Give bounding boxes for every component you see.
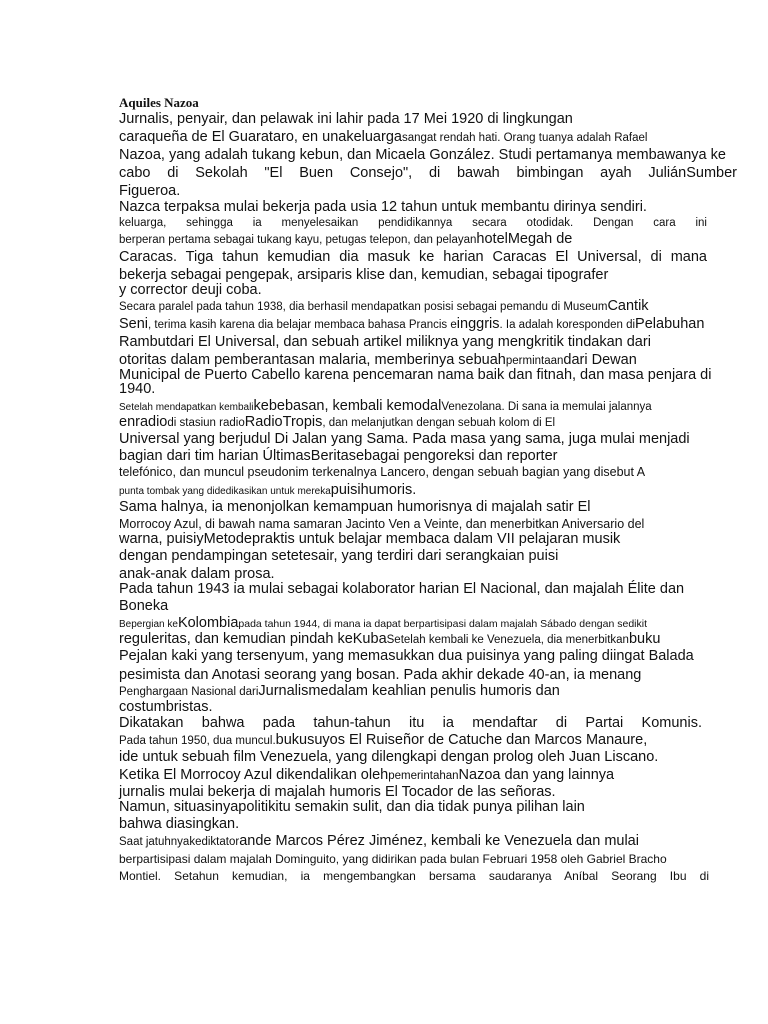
text-line: warna, puisiyMetodepraktis untuk belajar membaca dalam VII pelajaran musik — [119, 531, 621, 547]
text-line: jurnalis mulai bekerja di majalah humoris El Tocador de las señoras. — [119, 784, 556, 800]
text-line: reguleritas, dan kemudian pindah keKubaSetelah kembali ke Venezuela, dia menerbitkanbuku — [119, 631, 661, 647]
text-line: berpartisipasi dalam majalah Dominguito, yang didirikan pada bulan Februari 1958 oleh Gabriel Bracho — [119, 852, 667, 866]
text-line: pesimista dan Anotasi seorang yang bosan. Pada akhir dekade 40-an, ia menang — [119, 667, 642, 683]
text-line: enradiodi stasiun radioRadioTropis, dan melanjutkan dengan sebuah kolom di El — [119, 414, 556, 430]
text-line: Nazca terpaksa mulai bekerja pada usia 12 tahun untuk membantu dirinya sendiri. — [119, 199, 647, 215]
text-line: Nazoa, yang adalah tukang kebun, dan Micaela González. Studi pertamanya membawanya ke — [119, 147, 726, 163]
text-line: 1940. — [119, 381, 156, 397]
text-line: dengan pendampingan setetesair, yang terdiri dari serangkaian puisi — [119, 548, 559, 564]
text-line: bagian dari tim harian ÚltimasBeritasebagai pengoreksi dan reporter — [119, 448, 558, 464]
text-line: Rambutdari El Universal, dan sebuah artikel miliknya yang mengkritik tindakan dari — [119, 334, 651, 350]
text-line: Boneka — [119, 598, 169, 614]
text-line: anak-anak dalam prosa. — [119, 566, 275, 582]
text-line: cabo di Sekolah "El Buen Consejo", di bawah bimbingan ayah JuliánSumber — [119, 165, 737, 181]
text-line: Pejalan kaki yang tersenyum, yang memasukkan dua puisinya yang paling diingat Balada — [119, 648, 694, 664]
text-line: Montiel. Setahun kemudian, ia mengembangkan bersama saudaranya Aníbal Seorang Ibu di — [119, 869, 709, 883]
text-line: Dikatakan bahwa pada tahun-tahun itu ia mendaftar di Partai Komunis. — [119, 715, 702, 731]
text-line: Saat jatuhnyakediktatorande Marcos Pérez Jiménez, kembali ke Venezuela dan mulai — [119, 833, 639, 849]
text-line: ide untuk sebuah film Venezuela, yang dilengkapi dengan prolog oleh Juan Liscano. — [119, 749, 659, 765]
text-line: Municipal de Puerto Cabello karena pencemaran nama baik dan fitnah, dan masa penjara di — [119, 367, 712, 383]
text-line: Bepergian keKolombiapada tahun 1944, di mana ia dapat berpartisipasi dalam majalah Sábado dengan sedikit — [119, 615, 648, 631]
text-line: Universal yang berjudul Di Jalan yang Sama. Pada masa yang sama, juga mulai menjadi — [119, 431, 690, 447]
text-line: Figueroa. — [119, 183, 181, 199]
text-line: Ketika El Morrocoy Azul dikendalikan olehpemerintahanNazoa dan yang lainnya — [119, 767, 615, 783]
document-title: Aquiles Nazoa — [119, 95, 199, 110]
text-line: Secara paralel pada tahun 1938, dia berhasil mendapatkan posisi sebagai pemandu di MuseumCantik — [119, 298, 649, 314]
text-line: Morrocoy Azul, di bawah nama samaran Jacinto Ven a Veinte, dan menerbitkan Aniversario del — [119, 517, 645, 531]
text-line: Jurnalis, penyair, dan pelawak ini lahir pada 17 Mei 1920 di lingkungan — [119, 111, 573, 127]
text-line: Setelah mendapatkan kembalikebebasan, kembali kemodalVenezolana. Di sana ia memulai jalannya — [119, 398, 652, 414]
text-line: bekerja sebagai pengepak, arsiparis klise dan, kemudian, sebagai tipografer — [119, 267, 609, 283]
text-line: keluarga, sehingga ia menyelesaikan pendidikannya secara otodidak. Dengan cara ini — [119, 217, 707, 229]
text-line: Caracas. Tiga tahun kemudian dia masuk ke harian Caracas El Universal, di mana — [119, 249, 707, 265]
text-line: telefónico, dan muncul pseudonim terkenalnya Lancero, dengan sebuah bagian yang disebut A — [119, 465, 646, 479]
text-line: Penghargaan Nasional dariJurnalismedalam keahlian penulis humoris dan — [119, 683, 560, 699]
text-line: costumbristas. — [119, 699, 213, 715]
text-line: Namun, situasinyapolitikitu semakin sulit, dan dia tidak punya pilihan lain — [119, 799, 585, 815]
text-line: punta tombak yang didedikasikan untuk merekapuisihumoris. — [119, 482, 417, 498]
text-line: Sama halnya, ia menonjolkan kemampuan humorisnya di majalah satir El — [119, 499, 591, 515]
text-line: Pada tahun 1950, dua muncul.bukusuyos El Ruiseñor de Catuche dan Marcos Manaure, — [119, 732, 648, 748]
text-line: otoritas dalam pemberantasan malaria, memberinya sebuahpermintaandari Dewan — [119, 352, 637, 368]
text-line: berperan pertama sebagai tukang kayu, petugas telepon, dan pelayanhotelMegah de — [119, 231, 573, 247]
text-line: caraqueña de El Guarataro, en unakeluargasangat rendah hati. Orang tuanya adalah Rafael — [119, 129, 648, 145]
text-line: bahwa diasingkan. — [119, 816, 240, 832]
text-line: Pada tahun 1943 ia mulai sebagai kolaborator harian El Nacional, dan majalah Élite dan — [119, 581, 685, 597]
text-line: y corrector deuji coba. — [119, 282, 262, 298]
text-line: Seni, terima kasih karena dia belajar membaca bahasa Prancis einggris. Ia adalah koresponden diPelabuhan — [119, 316, 705, 332]
